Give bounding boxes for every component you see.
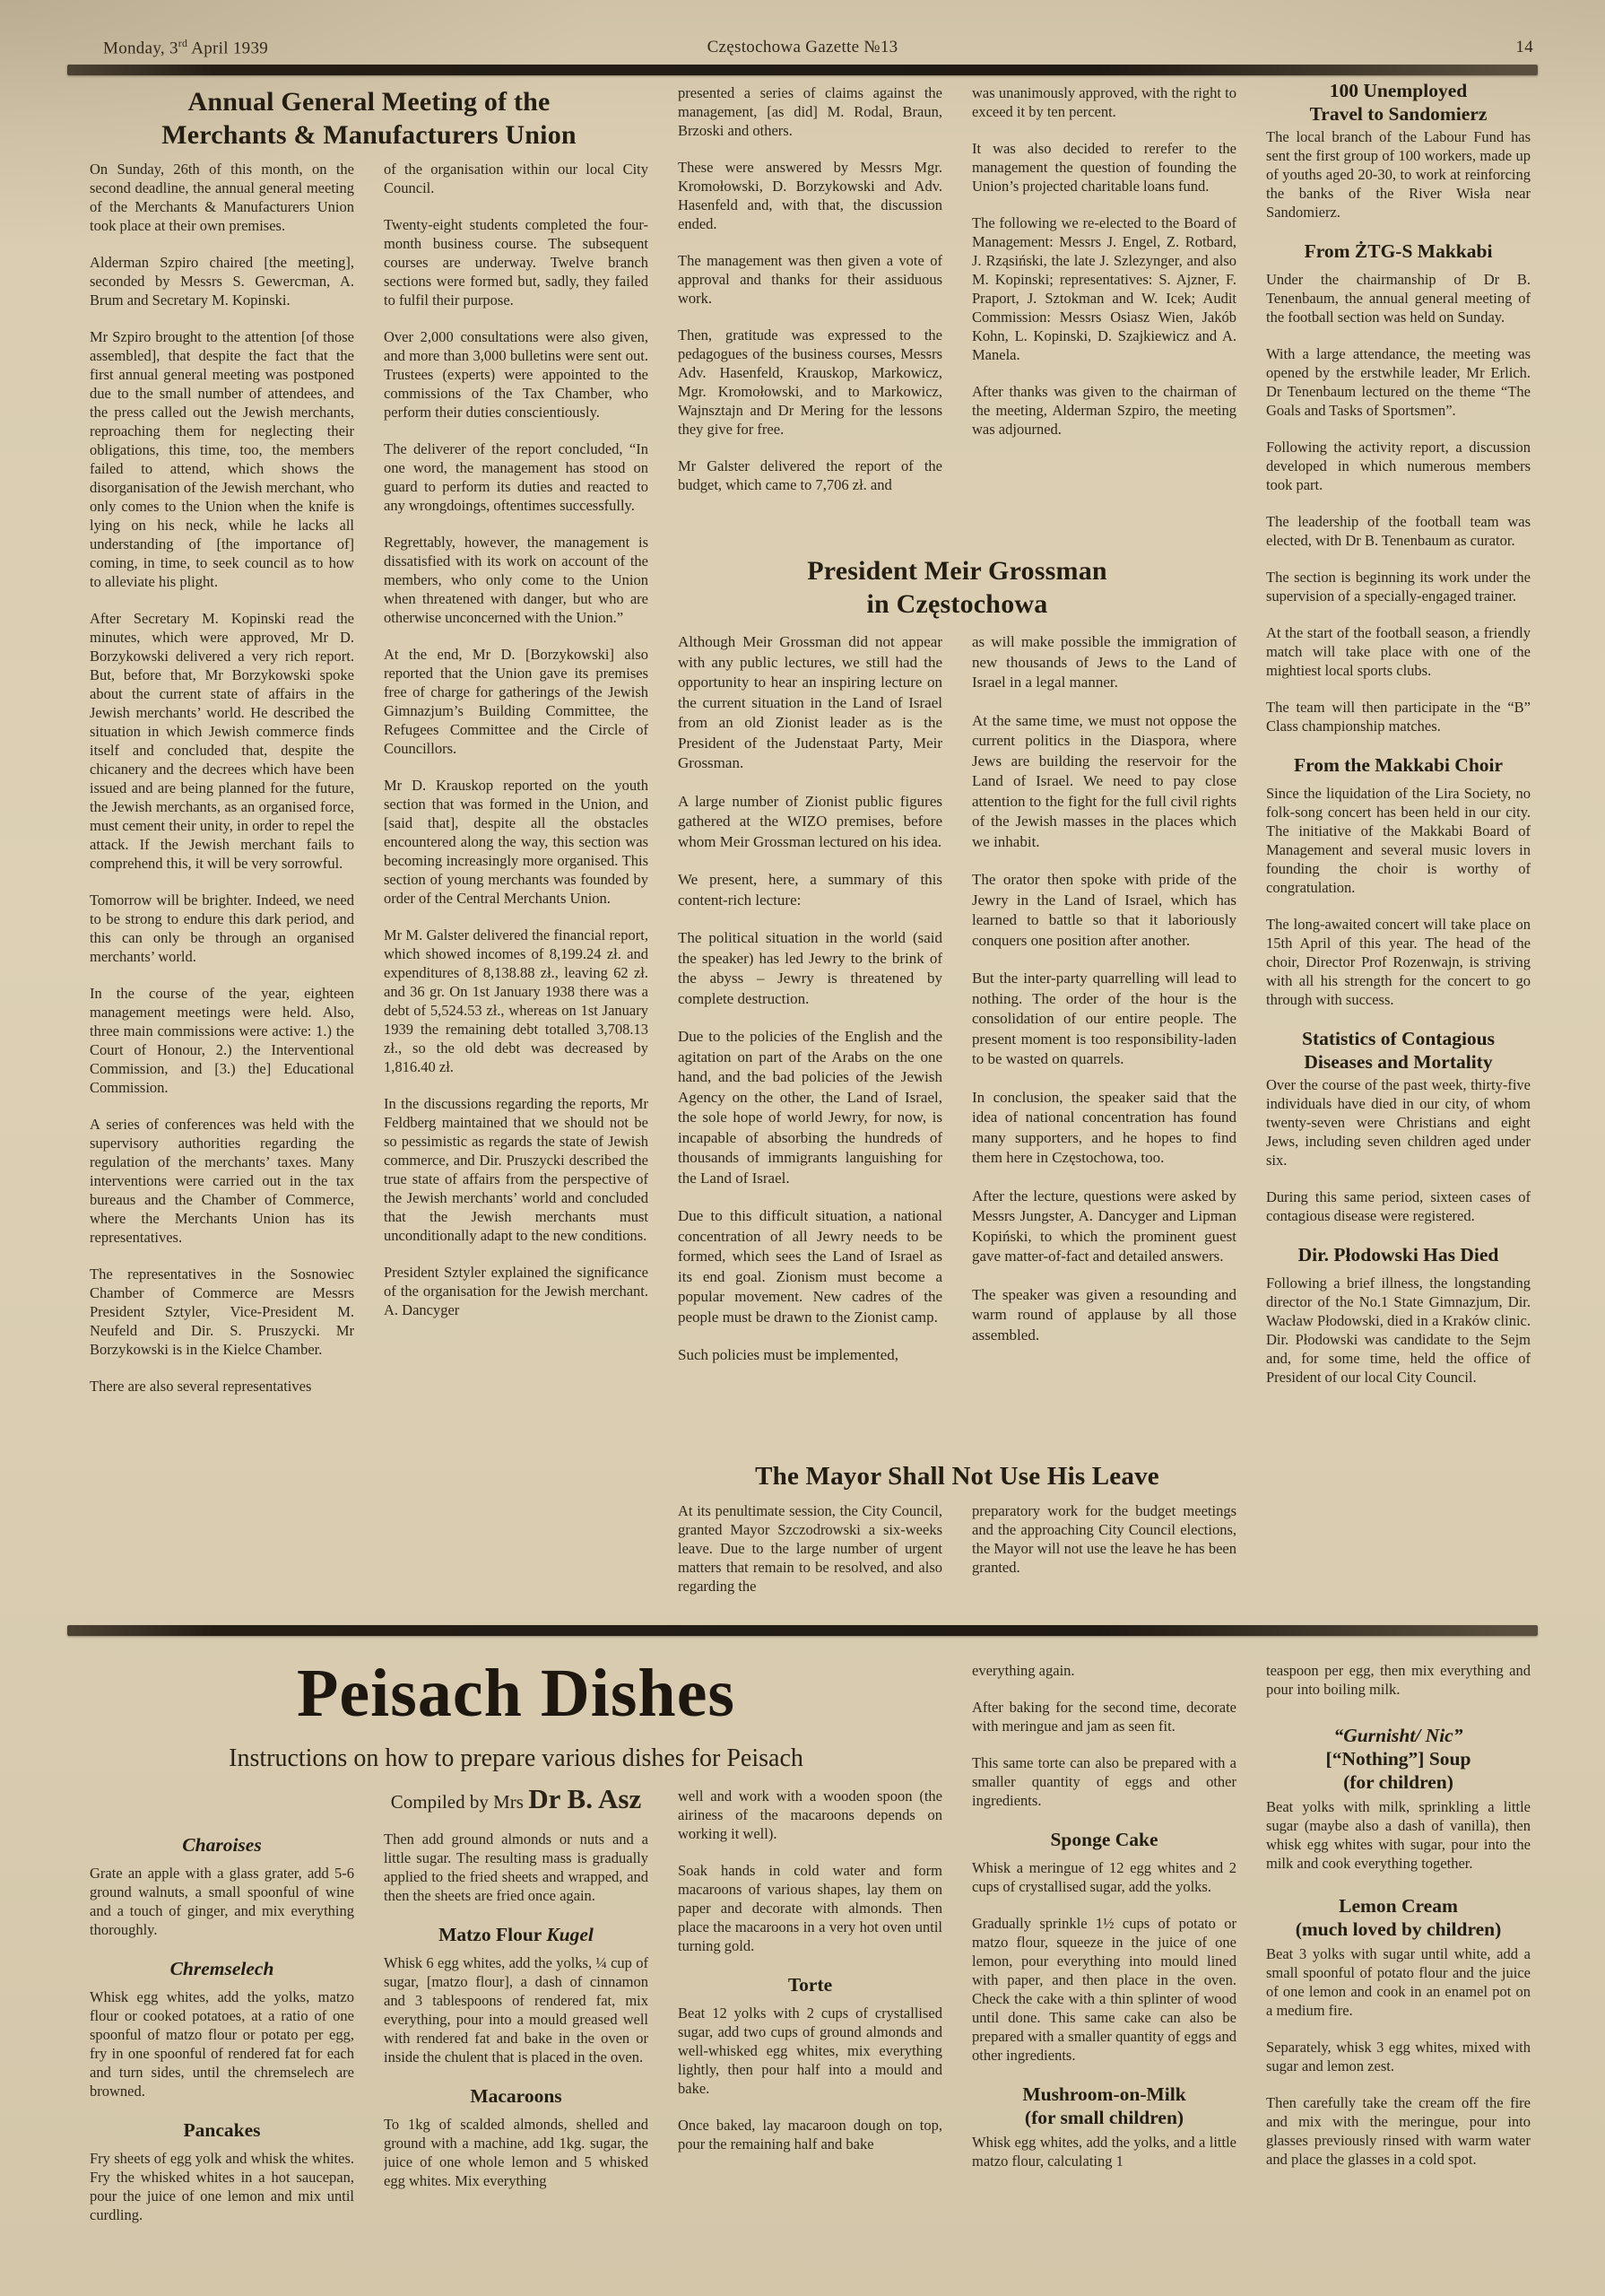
paragraph: After the lecture, questions were asked by Messrs Jungster, A. Dancyger and Lipman Kopiński, to which the prominent guest gave matter-of-fact and detailed answers.	[972, 1187, 1236, 1265]
paragraph: There are also several representatives	[90, 1378, 312, 1395]
paragraph: The section is beginning its work under the supervision of a specially-engaged trainer.	[1266, 569, 1531, 604]
masthead-date-day: Monday, 3	[103, 39, 178, 58]
paragraph: Twenty-eight students completed the four-month business course. The subsequent courses are underway. Twelve branch sections were formed but, sadly, they failed to fulfil their purpose.	[384, 216, 648, 309]
paragraph: Soak hands in cold water and form macaroons of various shapes, lay them on paper and decorate with almonds. Then place the macaroons in a very hot oven until turning gold.	[678, 1862, 942, 1954]
peisach-byline-name: Dr B. Asz	[528, 1783, 642, 1814]
paragraph: Whisk a meringue of 12 egg whites and 2 cups of crystallised sugar, add the yolks.	[972, 1859, 1236, 1895]
paragraph: as will make possible the immigration of new thousands of Jews to the Land of Israel in a legal manner.	[972, 633, 1236, 691]
mayor-col-left	[678, 1501, 942, 1618]
paragraph: Beat 12 yolks with 2 cups of crystallised sugar, add two cups of ground almonds and well-whisked egg whites, mix everything lightly, then pour half into a mould and bake.	[678, 2005, 942, 2097]
paragraph: The team will then participate in the “B” Class championship matches.	[1266, 699, 1531, 735]
recipe-col-2	[384, 1830, 648, 2292]
recipe-body	[90, 1987, 354, 2100]
paragraph: Mr D. Krauskop reported on the youth section that was formed in the Union, and [said that], despite all the obstacles encountered along the way, this section was becoming increasingly more organised. This section of young merchants was founded by order of the Central Merchants Union.	[384, 777, 648, 907]
recipe-body	[1266, 1944, 1531, 2169]
paragraph: Alderman Szpiro chaired [the meeting], seconded by Messrs S. Gewercman, A. Brum and Secretary M. Kopinski.	[90, 254, 354, 309]
recipe-heading-kugel	[384, 1923, 648, 1946]
brief-plodowski	[1266, 1243, 1531, 1387]
paragraph: Fry sheets of egg yolk and whisk the whites. Fry the whisked whites in a hot saucepan, pour the juice of one lemon and mix until curdling.	[90, 2150, 354, 2223]
recipe-body	[384, 2115, 648, 2190]
grossman-headline-line1: President Meir Grossman	[807, 556, 1107, 586]
agm-col-4	[972, 83, 1236, 550]
peisach-subtitle: Instructions on how to prepare various dishes for Peisach	[229, 1744, 803, 1772]
masthead-title: Częstochowa Gazette №13	[707, 38, 898, 57]
brief-title: From ŻTG-S Makkabi	[1304, 240, 1493, 262]
recipe-heading-kugel-roman: Matzo Flour	[438, 1924, 542, 1945]
recipe-col-4	[972, 1661, 1236, 2293]
recipe-heading-kugel-italic: Kugel	[546, 1924, 594, 1945]
brief-body	[1266, 784, 1531, 1009]
brief-title-line2: Travel to Sandomierz	[1309, 103, 1488, 125]
mayor-col-right	[972, 1501, 1236, 1618]
paragraph: The following we re-elected to the Board of Management: Messrs J. Engel, Z. Rotbard, J. Rząsiński, the late J. Szlezynger, and also M. Kopinski; representatives: S. Ajzner, F. Praport, J. Sztokman and W. Icek; Audit Commission: Messrs Osiasz Wien, Jakób Kohn, L. Kopinski, D. Szajkiewicz and A. Manela.	[972, 214, 1236, 363]
paragraph: Mr Galster delivered the report of the budget, which came to 7,706 zł. and	[678, 457, 942, 493]
paragraph: Due to the policies of the English and the agitation on part of the Arabs on the one hand, and the bad policies of the Jewish Agency on the other, the Land of Israel, the sole hope of world Jewry, for now, is incapable of absorbing the hundreds of thousands of immigrants languishing for the Land of Israel.	[678, 1028, 942, 1187]
paragraph: Beat yolks with milk, sprinkling a little sugar (maybe also a dash of vanilla), then whisk egg whites with sugar, pour into the milk and cook everything together.	[1266, 1798, 1531, 1872]
recipe-heading-sponge-cake: Sponge Cake	[1050, 1829, 1158, 1850]
brief-body	[1266, 1075, 1531, 1225]
paragraph: The local branch of the Labour Fund has sent the first group of 100 workers, made up of youths aged 20-30, to work at reinforcing the banks of the River Wisła near Sandomierz.	[1266, 128, 1531, 221]
recipe-heading-line1: “Gurnisht/ Nic”	[1333, 1725, 1463, 1746]
paragraph: Whisk egg whites, add the yolks, matzo flour or cooked potatoes, at a ratio of one spoonful of matzo flour or potato per egg, fry in one spoonful of rendered fat for each and turn sides, until the chremselech are browned.	[90, 1988, 354, 2100]
paragraph: After thanks was given to the chairman of the meeting, Alderman Szpiro, the meeting was adjourned.	[972, 383, 1236, 438]
paragraph: presented a series of claims against the management, [as did] M. Rodal, Braun, Brzoski and others.	[678, 84, 942, 139]
brief-title	[1266, 79, 1531, 126]
recipe-heading-mushroom-on-milk	[972, 2083, 1236, 2129]
paragraph: After Secretary M. Kopinski read the minutes, which were approved, Mr D. Borzykowski delivered a very rich report. But, before that, Mr Borzykowski spoke about the current state of affairs in the Jewish merchants’ world. He described the situation in which Jewish commerce finds itself and concluded that, despite the chicanery and the decrees which have been issued and are being planned for the future, the Jewish merchants, as an organised force, must cement their unity, in order to repel the attack. If the Jewish merchant fails to comprehend this, it will be very sorrowful.	[90, 610, 354, 872]
paragraph: everything again.	[972, 1662, 1075, 1679]
brief-title: From the Makkabi Choir	[1293, 754, 1504, 776]
recipe-body	[972, 2133, 1236, 2170]
recipe-col-3	[678, 1787, 942, 2293]
paragraph: At the start of the football season, a friendly match will take place with one of the mightiest local sports clubs.	[1266, 624, 1531, 679]
recipe-heading-chremselech: Chremselech	[169, 1958, 274, 1979]
paragraph: In the course of the year, eighteen management meetings were held. Also, three main commissions were active: 1.) the Court of Honour, 2.) the Interventional Commission, and [3.) the] Educational Commission.	[90, 985, 354, 1096]
recipe-body	[972, 1661, 1236, 1810]
paragraph: Then, gratitude was expressed to the pedagogues of the business courses, Messrs Adv. Hasenfeld, Krauskop, Markowicz, Mgr. Kromołowski, and to Markowicz, Wajnsztajn and Dr Mering for the lessons they give for free.	[678, 326, 942, 438]
paragraph: A series of conferences was held with the supervisory authorities regarding the regulation of the merchants’ taxes. Many interventions were carried out in the tax bureaus and the Chamber of Commerce, where the Merchants Union has its representatives.	[90, 1116, 354, 1246]
paragraph: To 1kg of scalded almonds, shelled and ground with a machine, add 1kg. sugar, the juice of one whole lemon and 5 whisked egg whites. Mix everything	[384, 2116, 648, 2189]
paragraph: Over the course of the past week, thirty-five individuals have died in our city, of whom twenty-seven were Christians and eight Jews, including seven children aged under six.	[1266, 1076, 1531, 1169]
recipe-body	[678, 1787, 942, 1955]
paragraph: Although Meir Grossman did not appear with any public lectures, we still had the opportunity to hear an inspiring lecture on the current situation in the Land of Israel from an old Zionist leader as is the President of the Judenstaat Party, Meir Grossman.	[678, 633, 942, 771]
paragraph: After baking for the second time, decorate with meringue and jam as seen fit.	[972, 1699, 1236, 1735]
paragraph: Due to this difficult situation, a national concentration of all Jewry needs to be formed, which sees the Land of Israel as its end goal. Zionism must become a popular movement. New cadres of the people must be drawn to the Zionist camp.	[678, 1207, 942, 1326]
agm-headline-line1: Annual General Meeting of the	[187, 87, 551, 117]
briefs-column	[1266, 79, 1531, 1617]
paragraph: Since the liquidation of the Lira Society, no folk-song concert has been held in our city. The initiative of the Makkabi Board of Management and several music lovers in founding the choir is worthy of congratulation.	[1266, 785, 1531, 896]
agm-headline-line2: Merchants & Manufacturers Union	[161, 120, 577, 150]
paragraph: At its penultimate session, the City Council, granted Mayor Szczodrowski a six-weeks leave. Due to the large number of urgent matters that remain to be resolved, and also regarding the	[678, 1502, 942, 1595]
recipe-heading-line2: (for small children)	[1024, 2107, 1184, 2128]
recipe-heading-line3: (for children)	[1343, 1771, 1453, 1793]
recipe-heading-line2: [“Nothing”] Soup	[1325, 1748, 1471, 1770]
paragraph: In conclusion, the speaker said that the idea of national concentration has found many supporters, and he hopes to find them here in Częstochowa, too.	[972, 1088, 1236, 1166]
paragraph: The speaker was given a resounding and warm round of applause by all those assembled.	[972, 1285, 1236, 1344]
paragraph: Under the chairmanship of Dr B. Tenenbaum, the annual general meeting of the football section was held on Sunday.	[1266, 271, 1531, 326]
recipe-heading-line2: (much loved by children)	[1295, 1918, 1502, 1940]
agm-col-3	[678, 83, 942, 550]
peisach-title: Peisach Dishes	[297, 1656, 735, 1731]
paragraph: These were answered by Messrs Mgr. Kromołowski, D. Borzykowski and Adv. Hasenfeld and, with that, the discussion ended.	[678, 159, 942, 232]
paragraph: At the same time, we must not oppose the current politics in the Diaspora, where Jews are building the reservoir for the Land of Israel. We need to pay close attention to the fight for the full civil rights of the Jewish masses in the places which we inhabit.	[972, 711, 1236, 850]
paragraph: Following the activity report, a discussion developed in which numerous members took part.	[1266, 439, 1531, 493]
paragraph: The long-awaited concert will take place on 15th April of this year. The head of the choir, Director Prof Rozenwajn, is striving with all his strength for the concert to go through with success.	[1266, 916, 1531, 1008]
grossman-headline-line2: in Częstochowa	[866, 589, 1048, 619]
brief-title	[1266, 1027, 1531, 1074]
paragraph: was unanimously approved, with the right to exceed it by ten percent.	[972, 84, 1236, 120]
recipe-heading-charoises: Charoises	[182, 1834, 262, 1856]
paragraph: The orator then spoke with pride of the Jewry in the Land of Israel, which has learned to battle so that it laboriously conquers one position after another.	[972, 871, 1236, 949]
recipe-heading-torte: Torte	[787, 1974, 833, 1996]
recipe-col-5	[1266, 1661, 1531, 2293]
paragraph: Grate an apple with a glass grater, add 5-6 ground walnuts, a small spoonful of wine and a touch of ginger, and mix everything thoroughly.	[90, 1865, 354, 1938]
paragraph: The political situation in the world (said the speaker) has led Jewry to the brink of the abyss – Jewry is threatened by complete destruction.	[678, 929, 942, 1007]
recipe-heading-line1: Lemon Cream	[1339, 1895, 1458, 1917]
brief-body	[1266, 270, 1531, 735]
paragraph: We present, here, a summary of this content-rich lecture:	[678, 871, 942, 909]
brief-unemployed	[1266, 79, 1531, 222]
recipe-heading-macaroons: Macaroons	[470, 2085, 562, 2107]
paragraph: Over 2,000 consultations were also given, and more than 3,000 bulletins were sent out. Trustees (experts) were appointed to the commissions of the Tax Chamber, who perform their duties conscientiously.	[384, 328, 648, 421]
agm-headline	[90, 85, 648, 152]
recipe-body	[972, 1858, 1236, 2065]
brief-title-line1: 100 Unemployed	[1329, 80, 1468, 101]
paragraph: of the organisation within our local City Council.	[384, 161, 648, 196]
mayor-headline: The Mayor Shall Not Use His Leave	[755, 1462, 1159, 1491]
grossman-col-left	[678, 632, 942, 1453]
agm-col-1	[90, 160, 354, 1617]
paragraph: A large number of Zionist public figures gathered at the WIZO premises, before whom Meir Grossman lectured on his idea.	[678, 792, 942, 850]
brief-makkabi	[1266, 239, 1531, 735]
recipe-heading-lemon-cream	[1266, 1894, 1531, 1941]
paragraph: Mr Szpiro brought to the attention [of those assembled], that despite the fact that the first annual general meeting was postponed due to the small number of attendees, and the press called out the Jewish merchants, reproaching them for neglecting their obligations, this time, too, the members failed to attend, which shows the disorganisation of the Jewish merchant, who only comes to the Union when the knife is lying on his neck, while he lacks all understanding of [the importance of] coming, in time, to seek council as to how to alleviate his plight.	[90, 328, 354, 590]
recipe-body	[1266, 1661, 1531, 1699]
brief-body	[1266, 127, 1531, 222]
brief-statistics	[1266, 1027, 1531, 1225]
paragraph: At the end, Mr D. [Borzykowski] also reported that the Union gave its premises free of charge for gatherings of the Jewish Gimnazjum’s Building Committee, the Refugees Committee and the Circle of Councillors.	[384, 646, 648, 757]
paragraph: Then carefully take the cream off the fire and mix with the meringue, pour into glasses previously rinsed with warm water and place the glasses in a cold spot.	[1266, 2094, 1531, 2168]
paragraph: preparatory work for the budget meetings and the approaching City Council elections, the Mayor will not use the leave he has been granted.	[972, 1502, 1236, 1576]
masthead-date-rest: April 1939	[187, 39, 269, 58]
paragraph: President Sztyler explained the significance of the organisation for the Jewish merchant. A. Dancyger	[384, 1264, 648, 1318]
paragraph: With a large attendance, the meeting was opened by the erstwhile leader, Mr Erlich. Dr Tenenbaum lectured on the theme “The Goals and Tasks of Sportsmen”.	[1266, 345, 1531, 419]
paragraph: The deliverer of the report concluded, “In one word, the management has stood on guard to perform its duties and reacted to any wrongdoings, oftentimes successfully.	[384, 440, 648, 514]
brief-body	[1266, 1274, 1531, 1387]
paragraph: Separately, whisk 3 egg whites, mixed with sugar and lemon zest.	[1266, 2039, 1531, 2074]
paragraph: The leadership of the football team was elected, with Dr B. Tenenbaum as curator.	[1266, 513, 1531, 549]
paragraph: It was also decided to rerefer to the management the question of founding the Union’s projected charitable loans fund.	[972, 140, 1236, 195]
recipe-col-1	[90, 1831, 354, 2291]
recipe-heading-pancakes: Pancakes	[183, 2119, 261, 2141]
paragraph: Whisk egg whites, add the yolks, and a little matzo flour, calculating 1	[972, 2134, 1236, 2170]
paragraph: Once baked, lay macaroon dough on top, pour the remaining half and bake	[678, 2117, 942, 2152]
brief-title: Dir. Płodowski Has Died	[1297, 1244, 1499, 1265]
paragraph: Beat 3 yolks with sugar until white, add a small spoonful of potato flour and the juice of one lemon and cook in an enamel pot on a medium fire.	[1266, 1945, 1531, 2019]
peisach-byline-prefix: Compiled by Mrs	[390, 1791, 524, 1813]
brief-choir	[1266, 753, 1531, 1009]
paragraph: The management was then given a vote of approval and thanks for their assiduous work.	[678, 252, 942, 307]
paragraph: This same torte can also be prepared with a smaller quantity of eggs and other ingredients.	[972, 1754, 1236, 1809]
paragraph: But the inter-party quarrelling will lead to nothing. The order of the hour is the consolidation of our entire people. The present moment is too responsibility-laden to be wasted on quarrels.	[972, 970, 1236, 1067]
brief-title-line1: Statistics of Contagious	[1301, 1028, 1495, 1049]
paragraph: Such policies must be implemented,	[678, 1346, 898, 1363]
paragraph: During this same period, sixteen cases of contagious disease were registered.	[1266, 1188, 1531, 1224]
grossman-headline	[678, 554, 1236, 621]
paragraph: Mr M. Galster delivered the financial report, which showed incomes of 8,199.24 zł. and expenditures of 8,138.88 zł., leaving 62 zł. and 36 gr. On 1st January 1938 there was a debt of 5,524.53 zł., whereas on 1st January 1939 the remaining debt totalled 3,708.13 zł., so the old debt was decreased by 1,816.40 zł.	[384, 926, 648, 1075]
paragraph: well and work with a wooden spoon (the airiness of the macaroons depends on working it well).	[678, 1787, 942, 1842]
paragraph: teaspoon per egg, then mix everything and pour into boiling milk.	[1266, 1662, 1531, 1698]
paragraph: Following a brief illness, the longstanding director of the No.1 State Gimnazjum, Dir. Wacław Płodowski, died in a Kraków clinic. Dir. Płodowski was candidate to the Sejm and, for some time, held the office of President of our local City Council.	[1266, 1274, 1531, 1386]
masthead-page-number: 14	[1515, 38, 1533, 57]
paragraph: On Sunday, 26th of this month, on the second deadline, the annual general meeting of the Merchants & Manufacturers Union took place at their own premises.	[90, 161, 354, 234]
paragraph: In the discussions regarding the reports, Mr Feldberg maintained that we should not be so pessimistic as regards the state of Jewish commerce, and Dir. Pruszycki described the true state of affairs from the perspective of the Jewish merchants’ world and concluded that the Jewish merchants must unconditionally adapt to the new conditions.	[384, 1095, 648, 1244]
recipe-body	[384, 1830, 648, 1905]
agm-col-2	[384, 160, 648, 1617]
recipe-body	[1266, 1797, 1531, 1873]
recipe-body	[384, 1953, 648, 2066]
top-rule	[67, 65, 1538, 75]
grossman-col-right	[972, 632, 1236, 1453]
recipe-body	[90, 2149, 354, 2224]
paragraph: Tomorrow will be brighter. Indeed, we need to be strong to endure this dark period, and this can only be through an organised merchants’ world.	[90, 891, 354, 965]
recipe-body	[90, 1864, 354, 1939]
recipe-heading-line1: Mushroom-on-Milk	[1022, 2083, 1186, 2105]
brief-title-line2: Diseases and Mortality	[1304, 1051, 1493, 1073]
section-divider-rule	[67, 1625, 1538, 1636]
recipe-heading-gurnisht-soup	[1266, 1724, 1531, 1794]
recipe-body	[678, 2004, 942, 2153]
masthead-date-ordinal: rd	[178, 38, 188, 49]
paragraph: Gradually sprinkle 1½ cups of potato or matzo flour, squeeze in the juice of one lemon, pour everything into mould lined with paper, and then place in the oven. Check the cake with a thin splinter of wood until done. This same cake can also be prepared with a smaller quantity of eggs and other ingredients.	[972, 1915, 1236, 2064]
paragraph: Whisk 6 egg whites, add the yolks, ¼ cup of sugar, [matzo flour], a dash of cinnamon and 3 tablespoons of rendered fat, mix everything, pour into a mould greased well with rendered fat and bake in the oven or inside the chulent that is placed in the oven.	[384, 1954, 648, 2066]
paragraph: Then add ground almonds or nuts and a little sugar. The resulting mass is gradually applied to the fried sheets and wrapped, and then the sheets are fried once again.	[384, 1831, 648, 1904]
paragraph: The representatives in the Sosnowiec Chamber of Commerce are Messrs President Sztyler, Vice-President M. Neufeld and Dir. S. Pruszycki. Mr Borzykowski is in the Kielce Chamber.	[90, 1265, 354, 1358]
paragraph: Regrettably, however, the management is dissatisfied with its work on account of the members, who only come to the Union when threatened with danger, but who are otherwise unconcerned with the Union.”	[384, 534, 648, 626]
